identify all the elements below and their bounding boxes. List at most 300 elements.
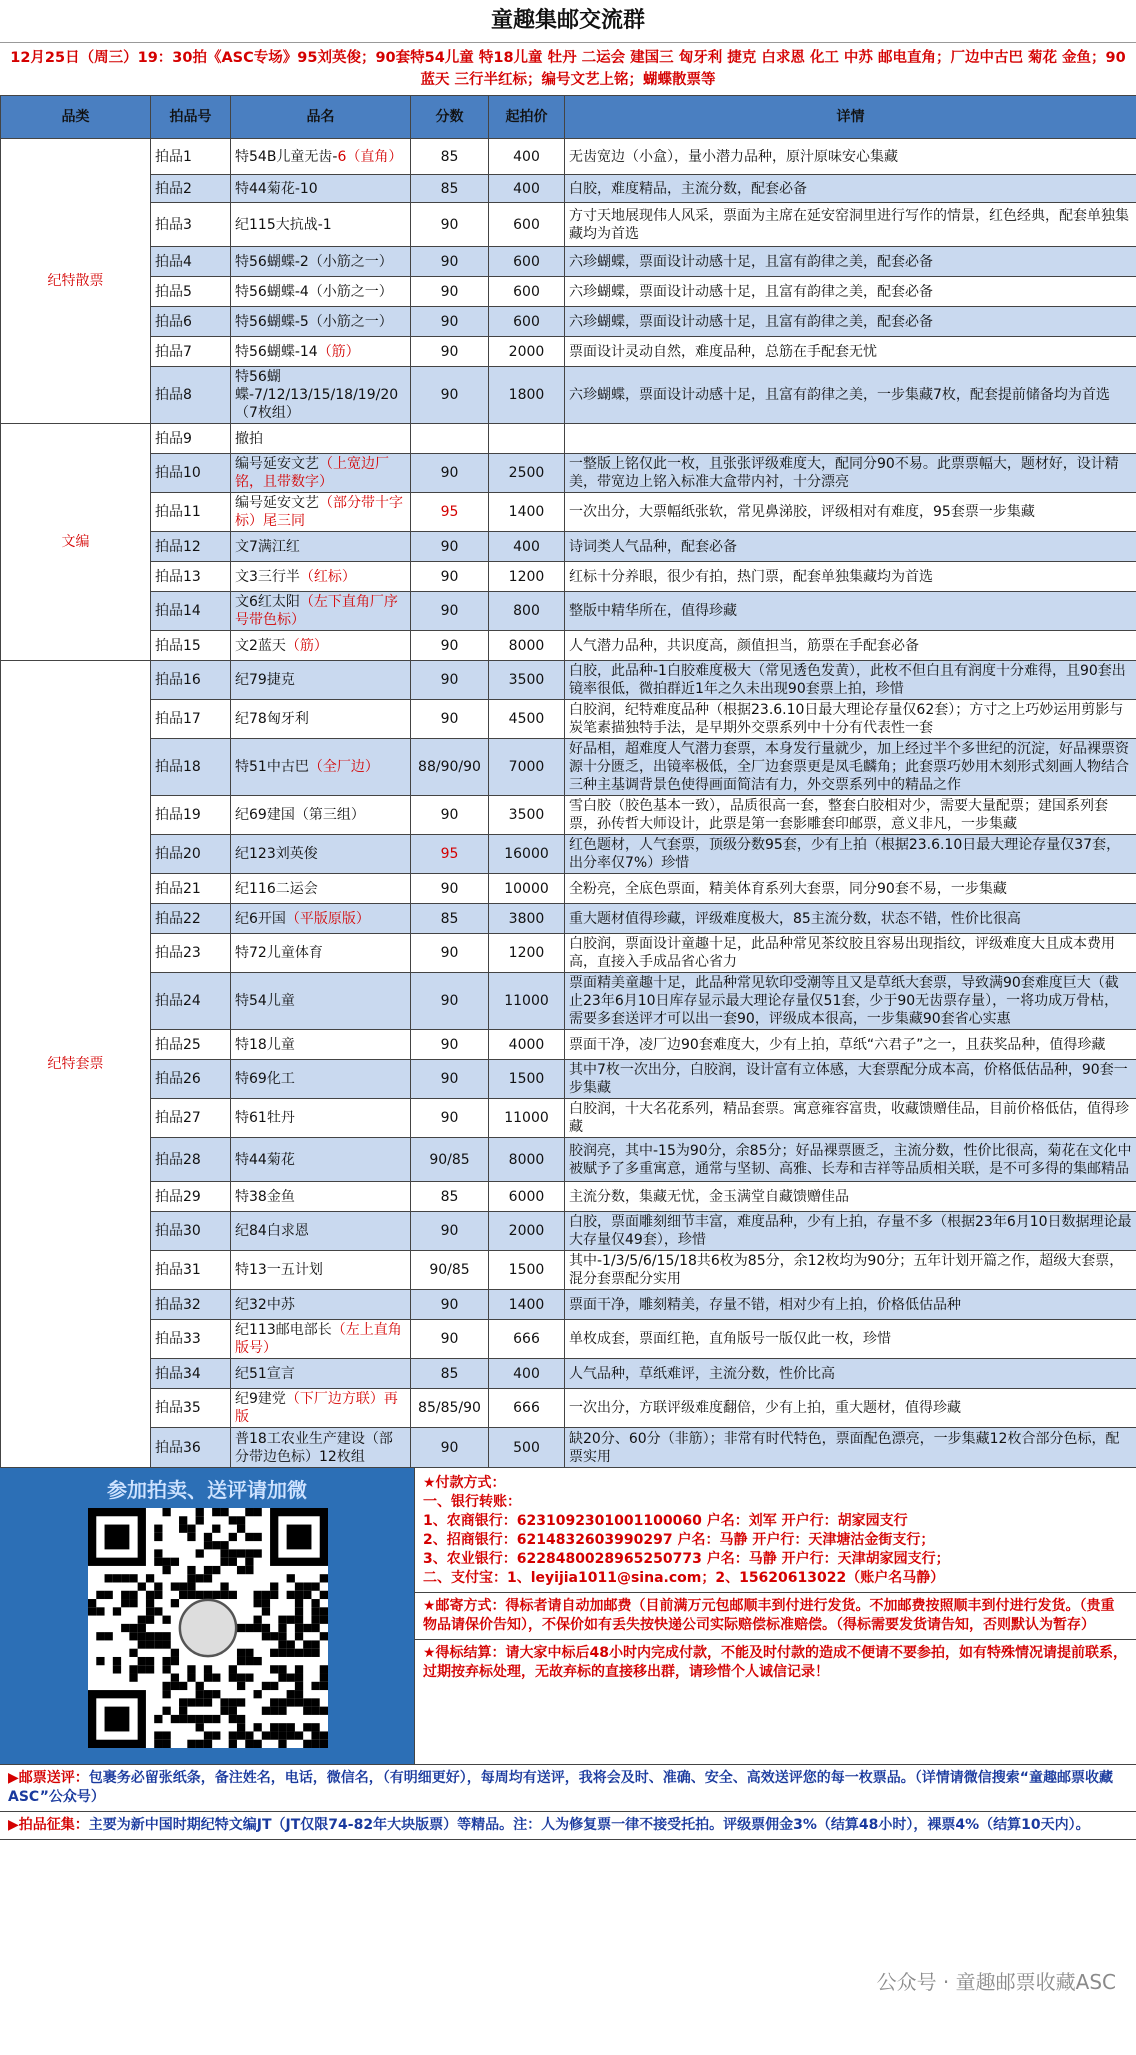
- lot-number: [151, 424, 231, 454]
- table-row: [1, 1212, 1136, 1251]
- lot-number: [151, 661, 231, 700]
- footer-appraisal-key: ▶邮票送评：: [8, 1770, 89, 1786]
- lot-number: [151, 562, 231, 592]
- lot-detail: [565, 1060, 1136, 1099]
- lot-name-text: 特56蝴蝶-2（小筋之一）: [235, 253, 393, 270]
- lot-detail: [565, 973, 1136, 1030]
- lot-detail-text: 票面干净，雕刻精美，存量不错，相对少有上拍，价格低估品种: [569, 1296, 961, 1313]
- lot-number: [151, 532, 231, 562]
- table-row: [1, 1030, 1136, 1060]
- lot-price-text: 11000: [504, 993, 549, 1009]
- lot-price-text: 6000: [508, 1188, 545, 1205]
- bank-3: 3、农业银行：6228480028965250773 户名：马静 开户行：天津胡家园支行；: [423, 1551, 950, 1567]
- lot-score-text: 90: [440, 253, 459, 270]
- lot-score-text: 90: [440, 1439, 459, 1456]
- lot-name: [231, 700, 411, 739]
- lot-name-text: 编号延安文艺: [235, 495, 319, 511]
- lot-score: [411, 203, 489, 247]
- lot-detail: [565, 1389, 1136, 1428]
- lot-price: [489, 1138, 565, 1182]
- table-row: [1, 562, 1136, 592]
- header-price: 起拍价: [489, 96, 565, 139]
- lot-price: [489, 367, 565, 424]
- lot-name-text: 编号延安文艺: [235, 456, 319, 472]
- table-row: [1, 739, 1136, 796]
- lot-score-text: 90: [440, 343, 459, 360]
- lot-score-text: 90: [440, 1331, 459, 1347]
- lot-price-text: 1800: [508, 387, 545, 403]
- lot-price-text: 8000: [508, 637, 545, 654]
- lot-number-text: 拍品13: [155, 568, 201, 585]
- lot-price-text: 400: [513, 538, 540, 555]
- lot-score-text: 85: [440, 910, 459, 927]
- lot-score-text: 95: [440, 846, 459, 862]
- lot-name: [231, 1290, 411, 1320]
- lot-number-text: 拍品9: [155, 430, 192, 447]
- table-row: [1, 532, 1136, 562]
- lot-price-text: 2000: [508, 343, 545, 360]
- lot-score: [411, 1290, 489, 1320]
- lot-number: [151, 631, 231, 661]
- lot-score-text: 90: [440, 387, 459, 403]
- auction-notice: 12月25日（周三）19：30拍《ASC专场》95刘英俊；90套特54儿童 特18儿童 牡丹 二运会 建国三 匈牙利 捷克 白求恩 化工 中苏 邮电直角；厂边中古巴 菊花 金鱼；90蓝天 三行半红标；编号文艺上铭；蝴蝶散票等: [10, 50, 1126, 88]
- lot-score: [411, 739, 489, 796]
- lot-name: [231, 307, 411, 337]
- lot-detail: [565, 493, 1136, 532]
- lot-detail-text: 白胶润，十大名花系列，精品套票。寓意雍容富贵，收藏馈赠佳品，目前价格低估，值得珍藏: [569, 1101, 1129, 1135]
- lot-name: [231, 934, 411, 973]
- lot-detail: [565, 277, 1136, 307]
- lot-number: [151, 874, 231, 904]
- lot-number: [151, 337, 231, 367]
- lot-number-text: 拍品21: [155, 880, 201, 897]
- lot-score: [411, 139, 489, 175]
- lot-detail-text: 缺20分、60分（非筋）；非常有时代特色，票面配色漂亮，一步集藏12枚合部分色标，配票实用: [569, 1430, 1120, 1465]
- lot-number: [151, 1290, 231, 1320]
- lot-number: [151, 307, 231, 337]
- lot-detail-text: 无齿宽边（小盒），量小潜力品种，原汁原味安心集藏: [569, 148, 898, 165]
- lot-score-text: 90: [440, 1036, 459, 1053]
- lot-name: [231, 592, 411, 631]
- lot-name: [231, 1212, 411, 1251]
- lot-detail-text: 诗词类人气品种，配套必备: [569, 538, 737, 555]
- lot-detail-text: 全粉亮，全底色票面，精美体育系列大套票，同分90套不易，一步集藏: [569, 880, 1007, 897]
- lot-number-text: 拍品29: [155, 1188, 201, 1205]
- lot-detail-text: 一次出分，方联评级难度翻倍，少有上拍，重大题材，值得珍藏: [569, 1400, 961, 1416]
- lot-name-note: （筋）: [285, 637, 328, 654]
- alipay: 二、支付宝：1、leyijia1011@sina.com；2、15620613022（账户名马静）: [423, 1570, 945, 1586]
- lot-name: [231, 1030, 411, 1060]
- lot-number-text: 拍品8: [155, 387, 192, 403]
- lot-score-text: 85/85/90: [418, 1400, 481, 1416]
- lot-name-text: 普18工农业生产建设（部分带边色标）12枚组: [235, 1430, 393, 1465]
- lot-price-text: 4500: [508, 711, 545, 727]
- header-name: 品名: [231, 96, 411, 139]
- lot-number-text: 拍品12: [155, 538, 201, 555]
- lot-name: [231, 139, 411, 175]
- lot-detail-text: 一次出分，大票幅纸张软，常见鼻涕胶，评级相对有难度，95套票一步集藏: [569, 504, 1035, 520]
- lot-table: [0, 95, 1136, 1468]
- lot-name: [231, 493, 411, 532]
- lot-price: [489, 1389, 565, 1428]
- lot-name: [231, 562, 411, 592]
- header-score: 分数: [411, 96, 489, 139]
- lot-price-text: 1400: [508, 1296, 545, 1313]
- lot-detail: [565, 1320, 1136, 1359]
- lot-detail-text: 人气品种，草纸难评，主流分数，性价比高: [569, 1365, 835, 1382]
- lot-score-text: 90: [440, 993, 459, 1009]
- lot-score-text: 90: [440, 711, 459, 727]
- lot-number: [151, 1359, 231, 1389]
- lot-price: [489, 835, 565, 874]
- lot-detail: [565, 175, 1136, 203]
- table-row: [1, 247, 1136, 277]
- lot-detail-text: 重大题材值得珍藏，评级难度极大，85主流分数，状态不错，性价比很高: [569, 910, 1021, 927]
- lot-detail-text: 六珍蝴蝶，票面设计动感十足，且富有韵律之美，配套必备: [569, 283, 933, 300]
- table-row: [1, 661, 1136, 700]
- lot-detail: [565, 1138, 1136, 1182]
- lot-detail-text: 红标十分养眼，很少有拍，热门票，配套单独集藏均为首选: [569, 568, 933, 585]
- lot-score-text: 90: [440, 672, 459, 688]
- lot-score: [411, 700, 489, 739]
- lot-score-text: 90: [440, 1110, 459, 1126]
- lot-score-text: 90: [440, 807, 459, 823]
- lot-number-text: 拍品16: [155, 672, 201, 688]
- table-row: [1, 277, 1136, 307]
- table-row: [1, 934, 1136, 973]
- header-detail: 详情: [565, 96, 1136, 139]
- lot-name: [231, 835, 411, 874]
- lot-price: [489, 175, 565, 203]
- lot-name: [231, 1428, 411, 1468]
- lot-number-text: 拍品31: [155, 1262, 201, 1278]
- lot-price-text: 4000: [508, 1036, 545, 1053]
- lot-name-text: 文3三行半: [235, 568, 300, 585]
- lot-score: [411, 175, 489, 203]
- lot-detail: [565, 934, 1136, 973]
- lot-detail: [565, 562, 1136, 592]
- lot-number-text: 拍品14: [155, 603, 201, 619]
- table-row: [1, 700, 1136, 739]
- lot-name: [231, 973, 411, 1030]
- lot-price-text: 10000: [504, 880, 549, 897]
- table-row: [1, 1182, 1136, 1212]
- lot-number-text: 拍品17: [155, 711, 201, 727]
- lot-price-text: 3800: [508, 910, 545, 927]
- lot-number: [151, 1030, 231, 1060]
- qr-title: 参加拍卖、送评请加微: [107, 1478, 307, 1502]
- lot-score-text: 90: [440, 465, 459, 481]
- lot-price-text: 666: [513, 1331, 540, 1347]
- lot-name: [231, 1320, 411, 1359]
- lot-number-text: 拍品6: [155, 313, 192, 330]
- lot-price-text: 2000: [508, 1223, 545, 1239]
- lot-name: [231, 247, 411, 277]
- lot-number-text: 拍品10: [155, 465, 201, 481]
- lot-price-text: 400: [513, 180, 540, 197]
- lot-number-text: 拍品15: [155, 637, 201, 654]
- lot-number-text: 拍品28: [155, 1151, 201, 1168]
- lot-score-text: 90: [440, 283, 459, 300]
- lot-name-text: 特13一五计划: [235, 1262, 323, 1278]
- lot-price: [489, 493, 565, 532]
- lot-name-note: （红标）: [299, 568, 356, 585]
- lot-detail: [565, 139, 1136, 175]
- table-row: [1, 493, 1136, 532]
- lot-score: [411, 661, 489, 700]
- table-row: [1, 1428, 1136, 1468]
- lot-score: [411, 562, 489, 592]
- lot-score: [411, 277, 489, 307]
- table-row: [1, 1099, 1136, 1138]
- lot-name-text: 特38金鱼: [235, 1188, 295, 1205]
- lot-price-text: 500: [513, 1439, 540, 1456]
- lot-score-text: 90: [440, 313, 459, 330]
- lot-name-text: 纪116二运会: [235, 880, 318, 897]
- lot-score-text: 90: [440, 568, 459, 585]
- lot-score: [411, 337, 489, 367]
- lot-price-text: 11000: [504, 1110, 549, 1126]
- lot-name: [231, 203, 411, 247]
- bank-2: 2、招商银行：6214832603990297 户名：马静 开户行：天津塘沽金街支行；: [423, 1532, 935, 1548]
- lot-number: [151, 493, 231, 532]
- lot-price: [489, 1060, 565, 1099]
- lot-price: [489, 796, 565, 835]
- lot-name-text: 特56蝴蝶-7/12/13/15/18/19/20（7枚组）: [235, 369, 399, 421]
- lot-number: [151, 1182, 231, 1212]
- lot-price-text: 1200: [508, 568, 545, 585]
- table-row: [1, 973, 1136, 1030]
- lot-detail: [565, 203, 1136, 247]
- lot-price: [489, 562, 565, 592]
- lot-number-text: 拍品20: [155, 846, 201, 862]
- bank-1: 1、农商银行：6231092301001100060 户名：刘军 开户行：胡家园支行: [423, 1513, 908, 1529]
- lot-score-text: 90: [440, 538, 459, 555]
- lot-score: [411, 874, 489, 904]
- lot-detail: [565, 1359, 1136, 1389]
- lot-score-text: 95: [440, 504, 459, 520]
- lot-price: [489, 973, 565, 1030]
- lot-name: [231, 532, 411, 562]
- lot-name: [231, 1359, 411, 1389]
- lot-detail: [565, 337, 1136, 367]
- lot-price: [489, 203, 565, 247]
- lot-price: [489, 532, 565, 562]
- lot-price-text: 1500: [508, 1071, 545, 1087]
- lot-score: [411, 307, 489, 337]
- lot-detail-text: 雪白胶（胶色基本一致），品质很高一套，整套白胶相对少，需要大量配票；建国系列套票，孙传哲大师设计，此票是第一套影雕套印邮票，意义非凡，一步集藏: [569, 798, 1108, 832]
- lot-number: [151, 203, 231, 247]
- lot-number-text: 拍品27: [155, 1110, 201, 1126]
- lot-number-text: 拍品25: [155, 1036, 201, 1053]
- lot-detail-text: 单枚成套，票面红艳，直角版号一版仅此一枚，珍惜: [569, 1331, 891, 1347]
- lot-number-text: 拍品18: [155, 759, 201, 775]
- table-row: [1, 139, 1136, 175]
- lot-detail: [565, 874, 1136, 904]
- lot-name-note: （平版原版）: [285, 910, 370, 927]
- lot-detail: [565, 532, 1136, 562]
- lot-score: [411, 1182, 489, 1212]
- lot-price-text: 7000: [508, 759, 545, 775]
- lot-price-text: 3500: [508, 672, 545, 688]
- lot-price: [489, 247, 565, 277]
- lot-detail-text: 方寸天地展现伟人风采，票面为主席在延安窑洞里进行写作的情景，红色经典，配套单独集藏均为首选: [569, 207, 1129, 242]
- lot-score: [411, 934, 489, 973]
- lot-number: [151, 1320, 231, 1359]
- lot-number-text: 拍品3: [155, 216, 192, 233]
- lot-price-text: 800: [513, 603, 540, 619]
- lot-price: [489, 739, 565, 796]
- lot-number: [151, 277, 231, 307]
- lot-number: [151, 1428, 231, 1468]
- payment-info: [415, 1468, 1136, 1764]
- lot-number: [151, 139, 231, 175]
- footer-collect: [0, 1812, 1136, 1840]
- lot-detail: [565, 1290, 1136, 1320]
- lot-detail-text: 六珍蝴蝶，票面设计动感十足，且富有韵律之美，一步集藏7枚，配套提前储备均为首选: [569, 387, 1110, 403]
- table-row: [1, 424, 1136, 454]
- category-cell: 纪特套票: [1, 661, 151, 1468]
- lot-number: [151, 247, 231, 277]
- table-row: [1, 367, 1136, 424]
- table-row: [1, 796, 1136, 835]
- lot-detail: [565, 592, 1136, 631]
- lot-number-text: 拍品1: [155, 148, 192, 165]
- qr-panel: [0, 1468, 415, 1764]
- table-header: [1, 96, 1136, 139]
- lot-detail: [565, 1099, 1136, 1138]
- page-title: 童趣集邮交流群: [0, 0, 1136, 43]
- lot-detail-text: 整版中精华所在，值得珍藏: [569, 603, 737, 619]
- lot-number: [151, 796, 231, 835]
- lot-name: [231, 796, 411, 835]
- lot-name-text: 文6红太阳: [235, 594, 300, 610]
- lot-detail-text: 白胶润，票面设计童趣十足，此品种常见茶纹胶且容易出现指纹，评级难度大且成本费用高，直接入手成品省心省力: [569, 936, 1115, 970]
- lot-detail-text: 白胶，此品种-1白胶难度极大（常见透色发黄），此枚不但白且有润度十分难得，且90套出镜率很低，微拍群近1年之久未出现90套票上拍，珍惜: [569, 663, 1126, 697]
- lot-name: [231, 454, 411, 493]
- lot-detail: [565, 631, 1136, 661]
- lot-name-note: （上宽边厂铭，且带数字）: [235, 456, 389, 490]
- lot-price: [489, 277, 565, 307]
- lot-number: [151, 739, 231, 796]
- lot-number-text: 拍品33: [155, 1331, 201, 1347]
- lot-detail-text: 六珍蝴蝶，票面设计动感十足，且富有韵律之美，配套必备: [569, 313, 933, 330]
- lot-price: [489, 454, 565, 493]
- lot-number: [151, 1099, 231, 1138]
- lot-price-text: 600: [513, 313, 540, 330]
- lot-detail: [565, 1251, 1136, 1290]
- lot-detail: [565, 367, 1136, 424]
- table-row: [1, 874, 1136, 904]
- lot-detail: [565, 796, 1136, 835]
- lot-score-text: 85: [440, 180, 459, 197]
- lot-number-text: 拍品19: [155, 807, 201, 823]
- table-row: [1, 1251, 1136, 1290]
- lot-score: [411, 1060, 489, 1099]
- lot-price: [489, 631, 565, 661]
- lot-score: [411, 424, 489, 454]
- footer-appraisal: [0, 1765, 1136, 1812]
- lot-detail: [565, 1030, 1136, 1060]
- lot-name-text: 特54B儿童无齿-: [235, 148, 338, 165]
- lot-detail: [565, 835, 1136, 874]
- lot-name-text: 特54儿童: [235, 993, 295, 1009]
- table-row: [1, 337, 1136, 367]
- table-row: [1, 175, 1136, 203]
- lot-detail-text: 票面精美童趣十足，此品种常见软印受潮等且又是草纸大套票，导致满90套难度巨大（截止23年6月10日库存显示最大理论存量仅51套，少于90无齿票存量），一将功成万骨枯，需要多套送评才可以出一套90，评级成本很高，一步集藏90套省心实惠: [569, 975, 1119, 1027]
- payment-head: ★付款方式：: [423, 1475, 506, 1491]
- lot-score-text: 85: [440, 1365, 459, 1382]
- table-row: [1, 1290, 1136, 1320]
- lot-detail: [565, 739, 1136, 796]
- lot-number-text: 拍品26: [155, 1071, 201, 1087]
- lot-detail: [565, 424, 1136, 454]
- lot-name: [231, 904, 411, 934]
- lot-name-text: 特56蝴蝶-5（小筋之一）: [235, 313, 393, 330]
- lot-price-text: 1400: [508, 504, 545, 520]
- table-row: [1, 904, 1136, 934]
- lot-detail-text: 胶润亮，其中-15为90分，余85分；好品裸票匮乏，主流分数，性价比很高，菊花在文化中被赋予了多重寓意，通常与坚韧、高雅、长寿和吉祥等品质相关联，是不可多得的集邮精品: [569, 1142, 1132, 1177]
- header-lot: 拍品号: [151, 96, 231, 139]
- lot-score-text: 90: [440, 1296, 459, 1313]
- lot-price-text: 3500: [508, 807, 545, 823]
- lot-name: [231, 1099, 411, 1138]
- lot-score: [411, 592, 489, 631]
- lot-number: [151, 1251, 231, 1290]
- lot-name: [231, 1389, 411, 1428]
- lot-price: [489, 592, 565, 631]
- lot-name: [231, 1182, 411, 1212]
- header-category: 品类: [1, 96, 151, 139]
- lot-number: [151, 454, 231, 493]
- lot-name-text: 纪51宣言: [235, 1365, 295, 1382]
- lot-price-text: 600: [513, 216, 540, 233]
- lot-price: [489, 1359, 565, 1389]
- lot-price: [489, 874, 565, 904]
- lot-score-text: 90: [440, 1071, 459, 1087]
- lot-number-text: 拍品23: [155, 945, 201, 961]
- table-row: [1, 592, 1136, 631]
- lot-price-text: 16000: [504, 846, 549, 862]
- lot-number: [151, 175, 231, 203]
- lot-score: [411, 532, 489, 562]
- lot-number-text: 拍品32: [155, 1296, 201, 1313]
- lot-detail-text: 红色题材，人气套票，顶级分数95套，少有上拍（根据23.6.10日最大理论存量仅37套，出分率仅7%）珍惜: [569, 837, 1121, 871]
- lot-name-text: 特61牡丹: [235, 1110, 295, 1126]
- lot-name: [231, 739, 411, 796]
- lot-name-text: 纪6开国: [235, 910, 286, 927]
- lot-price: [489, 424, 565, 454]
- lot-score: [411, 1099, 489, 1138]
- lot-price: [489, 139, 565, 175]
- lot-number: [151, 934, 231, 973]
- lot-number: [151, 1212, 231, 1251]
- category-cell: 文编: [1, 424, 151, 661]
- lot-number-text: 拍品7: [155, 343, 192, 360]
- table-row: [1, 1320, 1136, 1359]
- lot-score-text: 88/90/90: [418, 759, 481, 775]
- lot-price: [489, 1182, 565, 1212]
- lot-name: [231, 661, 411, 700]
- table-row: [1, 1138, 1136, 1182]
- lot-score: [411, 973, 489, 1030]
- lot-name-text: 特44菊花-10: [235, 180, 318, 197]
- lot-number: [151, 835, 231, 874]
- lot-score-text: 90: [440, 216, 459, 233]
- lot-name-note: （左上直角版号）: [235, 1322, 402, 1356]
- lot-price-text: 400: [513, 1365, 540, 1382]
- lot-price-text: 8000: [508, 1151, 545, 1168]
